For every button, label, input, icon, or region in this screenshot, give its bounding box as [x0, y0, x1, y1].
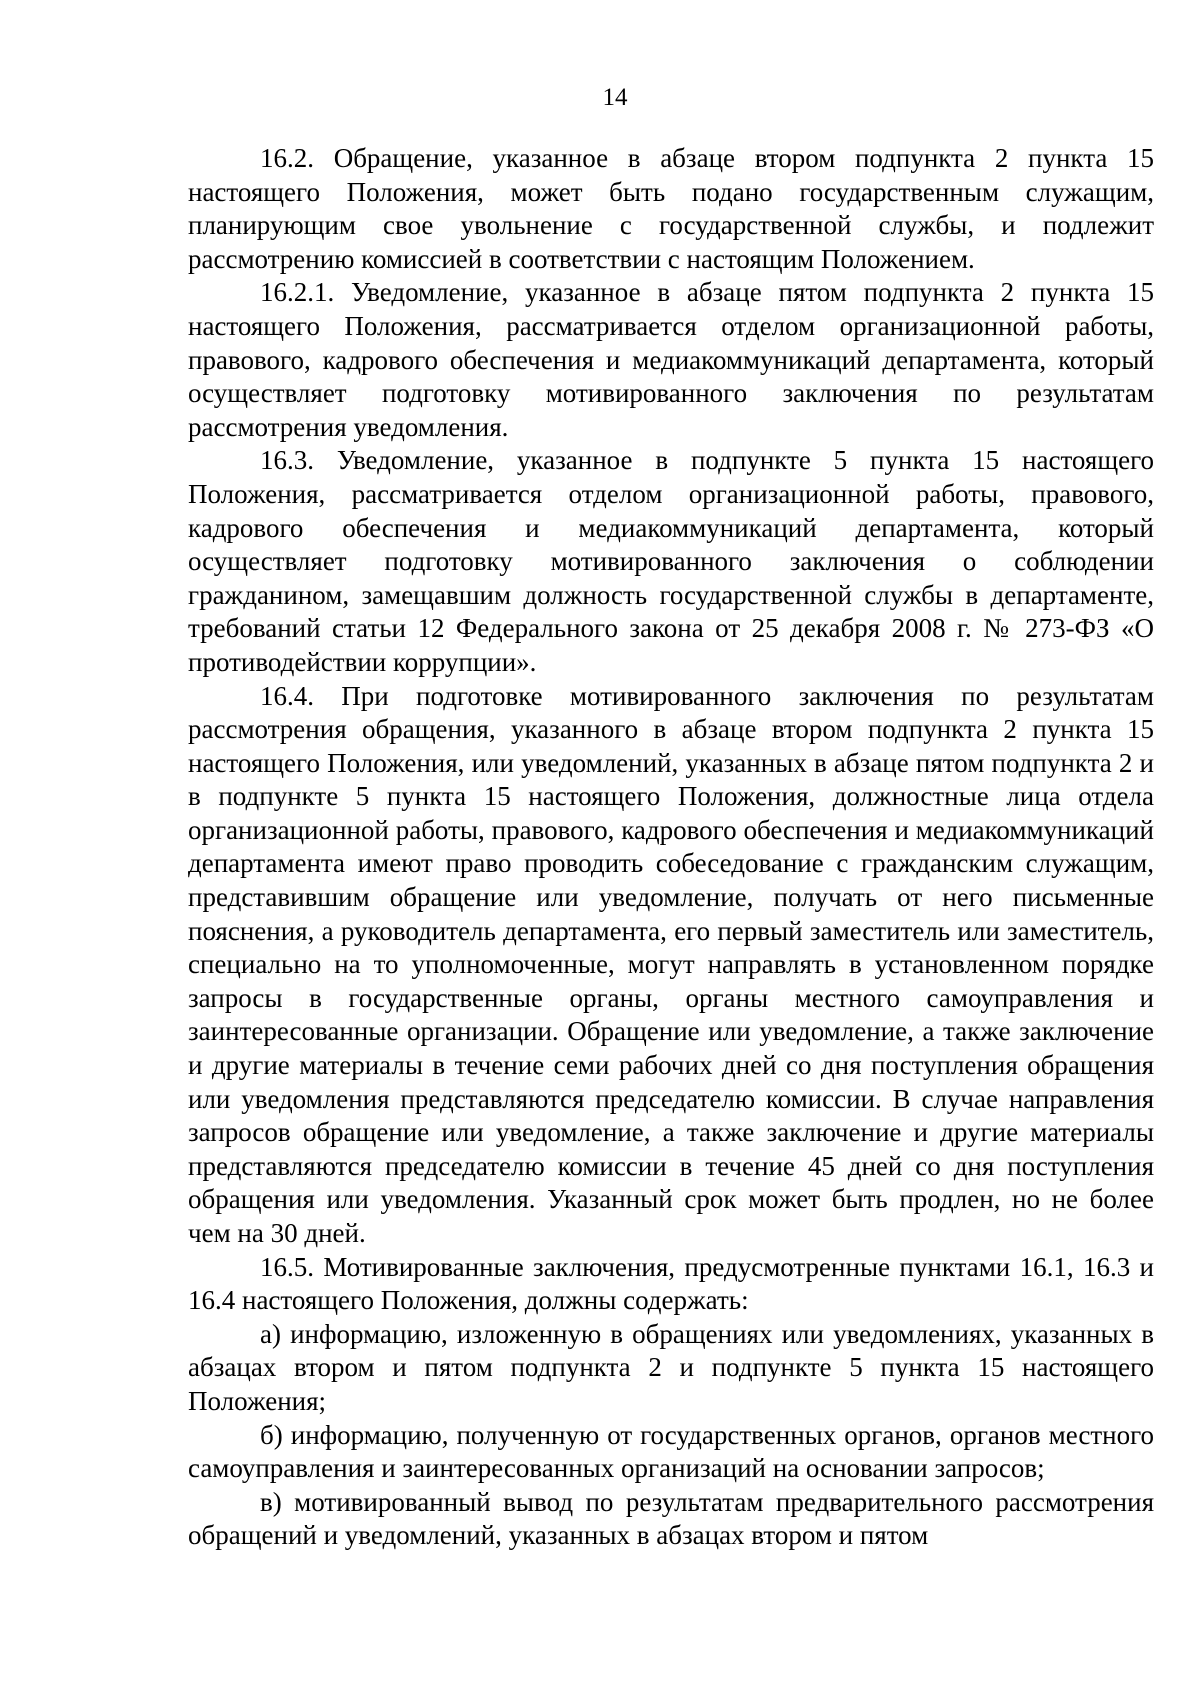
paragraph-16-5: 16.5. Мотивированные заключения, предусмотренные пунктами 16.1, 16.3 и 16.4 настоящего Положения, должны содержать: [188, 1251, 1154, 1316]
page-number: 14 [602, 84, 628, 111]
list-item-b: б) информацию, полученную от государственных органов, органов местного самоуправления и заинтересованных организаций на основании запросов; [188, 1419, 1154, 1484]
paragraph-16-2: 16.2. Обращение, указанное в абзаце втором подпункта 2 пункта 15 настоящего Положения, может быть подано государственным служащим, планирующим свое увольнение с государственной службы, и подлежит рассмотрению комиссией в соответствии с настоящим Положением. [188, 143, 1154, 274]
document-body [188, 142, 1154, 1553]
paragraph-16-3: 16.3. Уведомление, указанное в подпункте 5 пункта 15 настоящего Положения, рассматривается отделом организационной работы, правового, кадрового обеспечения и медиакоммуникаций департамента, который осуществляет подготовку мотивированного заключения о соблюдении гражданином, замещавшим должность государственной службы в департаменте, требований статьи 12 Федерального закона от 25 декабря 2008 г. № 273-ФЗ «О противодействии коррупции». [188, 445, 1154, 677]
paragraph-16-2-1: 16.2.1. Уведомление, указанное в абзаце пятом подпункта 2 пункта 15 настоящего Положения, рассматривается отделом организационной работы, правового, кадрового обеспечения и медиакоммуникаций департамента, который осуществляет подготовку мотивированного заключения по результатам рассмотрения уведомления. [188, 277, 1154, 442]
list-item-a: а) информацию, изложенную в обращениях или уведомлениях, указанных в абзацах втором и пятом подпункта 2 и подпункте 5 пункта 15 настоящего Положения; [188, 1318, 1154, 1416]
paragraph-16-4: 16.4. При подготовке мотивированного заключения по результатам рассмотрения обращения, указанного в абзаце втором подпункта 2 пункта 15 настоящего Положения, или уведомлений, указанных в абзаце пятом подпункта 2 и в подпункте 5 пункта 15 настоящего Положения, должностные лица отдела организационной работы, правового, кадрового обеспечения и медиакоммуникаций департамента имеют право проводить собеседование с гражданским служащим, представившим обращение или уведомление, получать от него письменные пояснения, а руководитель департамента, его первый заместитель или заместитель, специально на то уполномоченные, могут направлять в установленном порядке запросы в государственные органы, органы местного самоуправления и заинтересованные организации. Обращение или уведомление, а также заключение и другие материалы в течение семи рабочих дней со дня поступления обращения или уведомления представляются председателю комиссии. В случае направления запросов обращение или уведомление, а также заключение и другие материалы представляются председателю комиссии в течение 45 дней со дня поступления обращения или уведомления. Указанный срок может быть продлен, но не более чем на 30 дней. [188, 680, 1154, 1248]
list-item-v: в) мотивированный вывод по результатам предварительного рассмотрения обращений и уведомлений, указанных в абзацах втором и пятом [188, 1486, 1154, 1551]
